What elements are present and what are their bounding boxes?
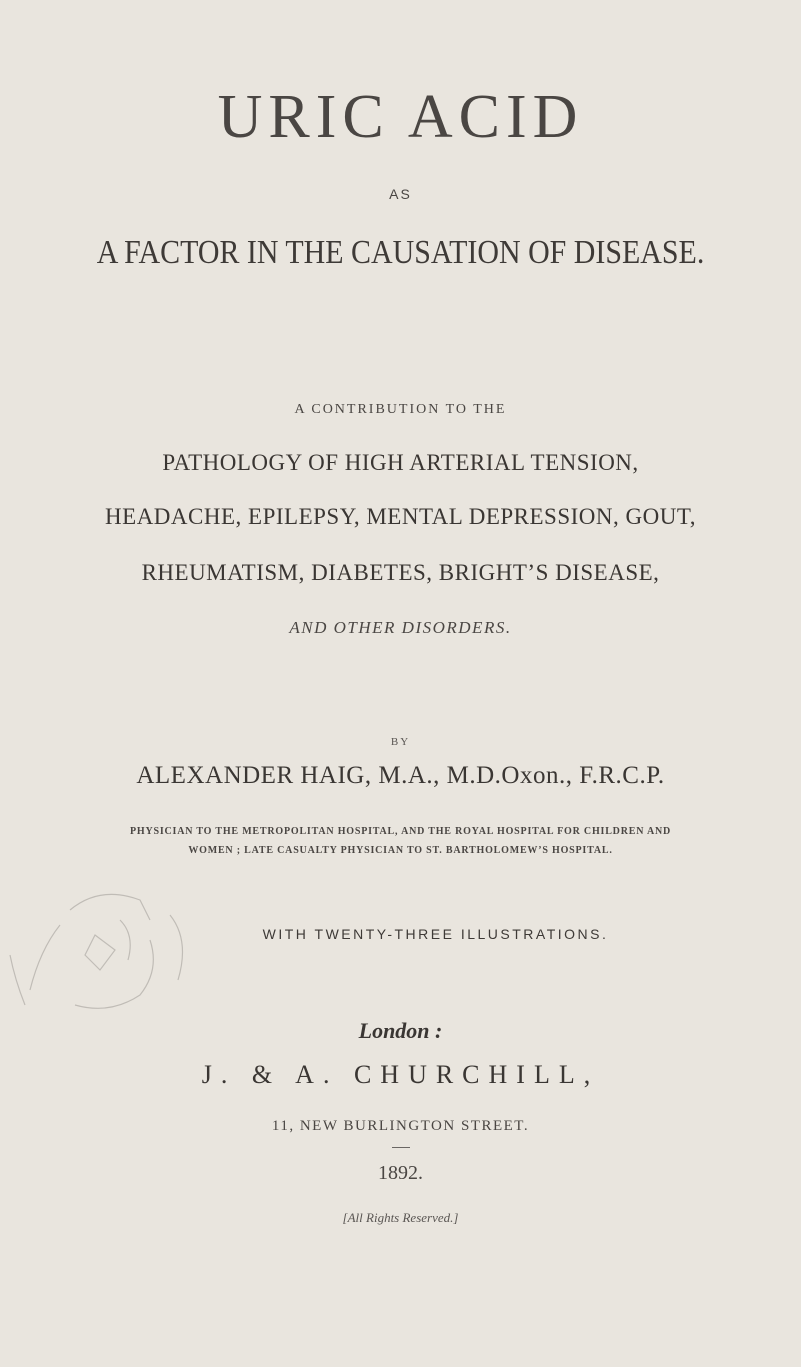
illustrations-note: WITH TWENTY-THREE ILLUSTRATIONS. [262,926,609,942]
library-stamp-icon [0,880,230,1020]
contribution-line: A CONTRIBUTION TO THE [294,402,507,417]
publication-year: 1892. [378,1162,423,1184]
publisher-address: 11, NEW BURLINGTON STREET. [271,1118,530,1134]
author-name: ALEXANDER HAIG, M.A., M.D.Oxon., F.R.C.P. [136,762,665,789]
rights-notice: [All Rights Reserved.] [342,1210,459,1225]
publisher-city: London : [358,1018,443,1043]
book-title: URIC ACID [217,83,584,151]
publisher-name: J. & A. CHURCHILL, [201,1060,600,1089]
author-credentials-line-2: WOMEN ; LATE CASUALTY PHYSICIAN TO ST. BARTHOLOMEW’S HOSPITAL. [188,845,613,856]
topics-line-3: RHEUMATISM, DIABETES, BRIGHT’S DISEASE, [141,560,660,585]
topics-line-1: PATHOLOGY OF HIGH ARTERIAL TENSION, [162,450,639,475]
author-credentials-line-1: PHYSICIAN TO THE METROPOLITAN HOSPITAL, AND THE ROYAL HOSPITAL FOR CHILDREN AND [129,826,672,837]
divider-rule [392,1147,410,1148]
other-disorders-line: AND OTHER DISORDERS. [289,618,512,637]
as-connector: AS [389,186,412,202]
book-subtitle: A FACTOR IN THE CAUSATION OF DISEASE. [96,234,705,271]
by-line: BY [390,736,411,748]
topics-line-2: HEADACHE, EPILEPSY, MENTAL DEPRESSION, GOUT, [105,504,696,529]
